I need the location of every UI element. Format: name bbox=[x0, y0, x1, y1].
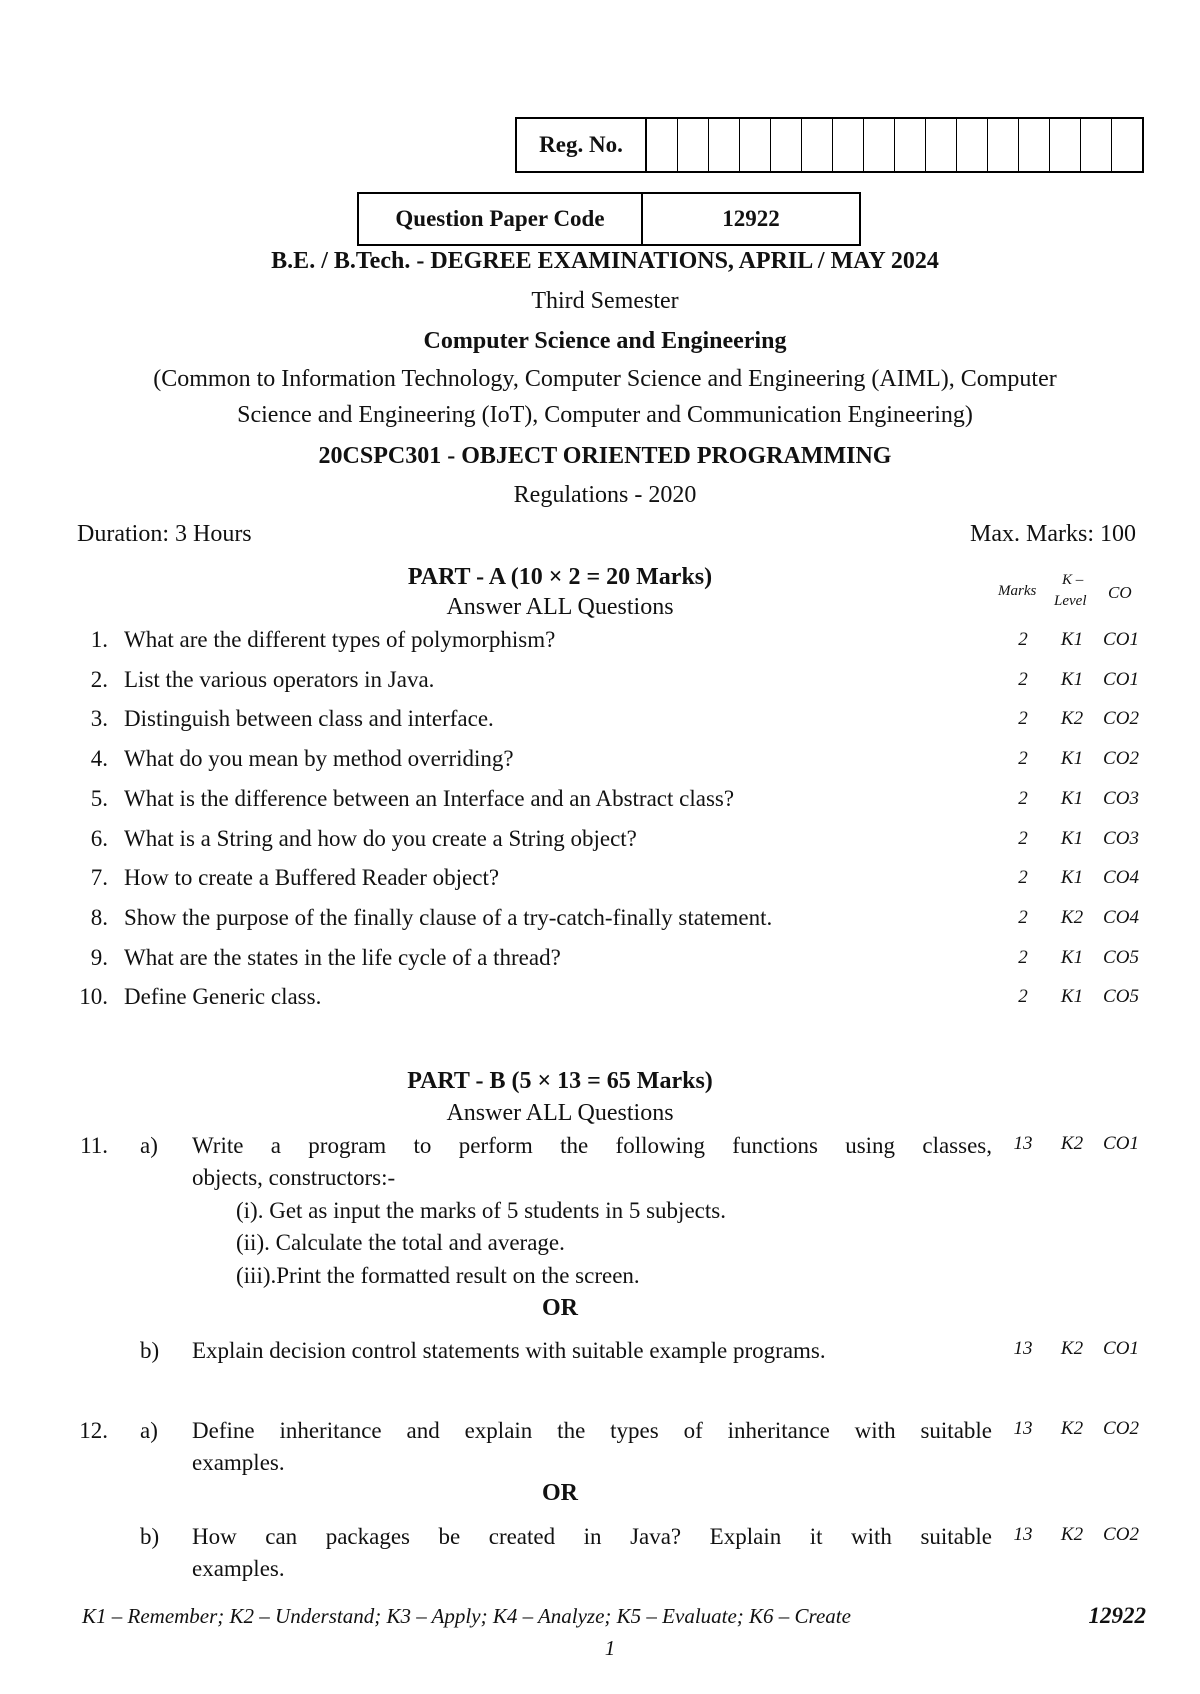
question-number: 2. bbox=[90, 667, 108, 692]
exam-title: B.E. / B.Tech. - DEGREE EXAMINATIONS, APRIL / MAY 2024 bbox=[271, 248, 939, 274]
question-number: 5. bbox=[90, 786, 108, 811]
co-value: CO2 bbox=[1103, 1418, 1139, 1439]
page-number: 1 bbox=[604, 1636, 616, 1660]
department: Computer Science and Engineering bbox=[423, 328, 787, 354]
co-value: CO1 bbox=[1103, 1133, 1139, 1154]
reg-digit-box bbox=[740, 119, 771, 171]
k-level-legend: K1 – Remember; K2 – Understand; K3 – Apply; K4 – Analyze; K5 – Evaluate; K6 – Create bbox=[82, 1604, 851, 1628]
co-value: CO4 bbox=[1103, 907, 1139, 928]
reg-no-label: Reg. No. bbox=[517, 119, 647, 171]
footer-code: 12922 bbox=[1088, 1603, 1146, 1628]
question-number: 12. bbox=[79, 1418, 108, 1443]
marks-value: 2 bbox=[1018, 669, 1028, 690]
option-label: b) bbox=[140, 1524, 160, 1549]
sub-question: (ii). Calculate the total and average. bbox=[236, 1230, 565, 1255]
option-label: a) bbox=[140, 1133, 158, 1158]
marks-value: 2 bbox=[1018, 907, 1028, 928]
marks-value: 2 bbox=[1018, 629, 1028, 650]
question-text: What are the states in the life cycle of a thread? bbox=[124, 945, 561, 970]
option-label: a) bbox=[140, 1418, 158, 1443]
reg-digit-box bbox=[771, 119, 802, 171]
or-separator: OR bbox=[542, 1295, 578, 1321]
co-value: CO4 bbox=[1103, 867, 1139, 888]
k-level-value: K1 bbox=[1060, 986, 1084, 1007]
question-number: 8. bbox=[90, 905, 108, 930]
qp-code-value: 12922 bbox=[722, 206, 780, 231]
question-text: Define inheritance and explain the types of inheritance with suitable bbox=[192, 1418, 992, 1443]
reg-digit-box bbox=[1112, 119, 1142, 171]
question-text: What is a String and how do you create a String object? bbox=[124, 826, 637, 851]
question-paper-code-box bbox=[357, 192, 861, 246]
question-text: What do you mean by method overriding? bbox=[124, 746, 514, 771]
k-level-value: K2 bbox=[1060, 1338, 1084, 1359]
co-value: CO1 bbox=[1103, 1338, 1139, 1359]
col-marks-header: Marks bbox=[998, 583, 1037, 599]
marks-value: 2 bbox=[1018, 986, 1028, 1007]
question-text: objects, constructors:- bbox=[192, 1165, 396, 1190]
marks-value: 13 bbox=[1013, 1338, 1033, 1359]
or-separator: OR bbox=[542, 1480, 578, 1506]
reg-digit-box bbox=[864, 119, 895, 171]
part-b-title: PART - B (5 × 13 = 65 Marks) bbox=[407, 1068, 713, 1094]
question-text: What is the difference between an Interface and an Abstract class? bbox=[124, 786, 735, 811]
marks-value: 13 bbox=[1013, 1418, 1033, 1439]
course-title: 20CSPC301 - OBJECT ORIENTED PROGRAMMING bbox=[318, 443, 892, 469]
k-level-value: K2 bbox=[1060, 1524, 1084, 1545]
option-label: b) bbox=[140, 1338, 160, 1363]
part-b-instruction: Answer ALL Questions bbox=[446, 1100, 674, 1126]
question-text: List the various operators in Java. bbox=[124, 667, 435, 692]
part-a-title: PART - A (10 × 2 = 20 Marks) bbox=[407, 564, 713, 590]
question-number: 6. bbox=[90, 826, 108, 851]
duration: Duration: 3 Hours bbox=[77, 521, 252, 547]
k-level-value: K1 bbox=[1060, 669, 1084, 690]
common-to-line-2: Science and Engineering (IoT), Computer and Communication Engineering) bbox=[237, 402, 973, 428]
k-level-value: K1 bbox=[1060, 748, 1084, 769]
k-level-value: K1 bbox=[1060, 867, 1084, 888]
marks-value: 2 bbox=[1018, 788, 1028, 809]
col-co-header: CO bbox=[1108, 583, 1132, 602]
part-a-instruction: Answer ALL Questions bbox=[446, 594, 674, 620]
reg-digit-box bbox=[1019, 119, 1050, 171]
question-text: examples. bbox=[192, 1556, 285, 1581]
question-text: What are the different types of polymorphism? bbox=[124, 627, 556, 652]
question-text: Define Generic class. bbox=[124, 984, 322, 1009]
reg-digit-box bbox=[895, 119, 926, 171]
question-text: Show the purpose of the finally clause of a try-catch-finally statement. bbox=[124, 905, 773, 930]
co-value: CO1 bbox=[1103, 629, 1139, 650]
co-value: CO2 bbox=[1103, 748, 1139, 769]
reg-digit-box bbox=[647, 119, 678, 171]
question-text: How to create a Buffered Reader object? bbox=[124, 865, 500, 890]
co-value: CO2 bbox=[1103, 708, 1139, 729]
marks-value: 2 bbox=[1018, 748, 1028, 769]
marks-value: 13 bbox=[1013, 1133, 1033, 1154]
reg-digit-box bbox=[988, 119, 1019, 171]
marks-value: 2 bbox=[1018, 828, 1028, 849]
marks-value: 2 bbox=[1018, 867, 1028, 888]
question-number: 4. bbox=[90, 746, 108, 771]
marks-value: 13 bbox=[1013, 1524, 1033, 1545]
reg-digit-box bbox=[1081, 119, 1112, 171]
question-number: 3. bbox=[90, 706, 108, 731]
question-text: examples. bbox=[192, 1450, 285, 1475]
question-text: Explain decision control statements with suitable example programs. bbox=[192, 1338, 826, 1363]
co-value: CO3 bbox=[1103, 788, 1139, 809]
reg-digit-box bbox=[833, 119, 864, 171]
semester: Third Semester bbox=[531, 288, 679, 314]
question-text: Distinguish between class and interface. bbox=[124, 706, 494, 731]
question-text: How can packages be created in Java? Explain it with suitable bbox=[192, 1524, 992, 1549]
k-level-value: K1 bbox=[1060, 947, 1084, 968]
question-number: 11. bbox=[80, 1133, 108, 1158]
k-level-value: K1 bbox=[1060, 788, 1084, 809]
reg-digit-box bbox=[926, 119, 957, 171]
reg-no-box bbox=[515, 117, 1144, 173]
reg-digit-box bbox=[802, 119, 833, 171]
reg-digit-box bbox=[1050, 119, 1081, 171]
co-value: CO5 bbox=[1103, 986, 1139, 1007]
question-number: 1. bbox=[90, 627, 108, 652]
col-k-header: K – bbox=[1062, 572, 1084, 588]
common-to-line-1: (Common to Information Technology, Computer Science and Engineering (AIML), Computer bbox=[153, 366, 1057, 392]
co-value: CO2 bbox=[1103, 1524, 1139, 1545]
max-marks: Max. Marks: 100 bbox=[970, 521, 1136, 547]
k-level-value: K1 bbox=[1060, 828, 1084, 849]
co-value: CO5 bbox=[1103, 947, 1139, 968]
reg-digit-box bbox=[678, 119, 709, 171]
question-number: 10. bbox=[79, 984, 108, 1009]
reg-digit-box bbox=[709, 119, 740, 171]
marks-value: 2 bbox=[1018, 947, 1028, 968]
sub-question: (i). Get as input the marks of 5 students in 5 subjects. bbox=[236, 1198, 726, 1223]
qp-code-label: Question Paper Code bbox=[359, 194, 643, 244]
co-value: CO3 bbox=[1103, 828, 1139, 849]
k-level-value: K2 bbox=[1060, 907, 1084, 928]
co-value: CO1 bbox=[1103, 669, 1139, 690]
marks-value: 2 bbox=[1018, 708, 1028, 729]
question-number: 9. bbox=[90, 945, 108, 970]
k-level-value: K2 bbox=[1060, 1133, 1084, 1154]
sub-question: (iii).Print the formatted result on the screen. bbox=[236, 1263, 640, 1288]
k-level-value: K2 bbox=[1060, 708, 1084, 729]
question-text: Write a program to perform the following functions using classes, bbox=[192, 1133, 992, 1158]
reg-digit-box bbox=[957, 119, 988, 171]
k-level-value: K1 bbox=[1060, 629, 1084, 650]
question-number: 7. bbox=[90, 865, 108, 890]
col-level-header: Level bbox=[1054, 593, 1087, 609]
regulations: Regulations - 2020 bbox=[513, 482, 697, 508]
k-level-value: K2 bbox=[1060, 1418, 1084, 1439]
